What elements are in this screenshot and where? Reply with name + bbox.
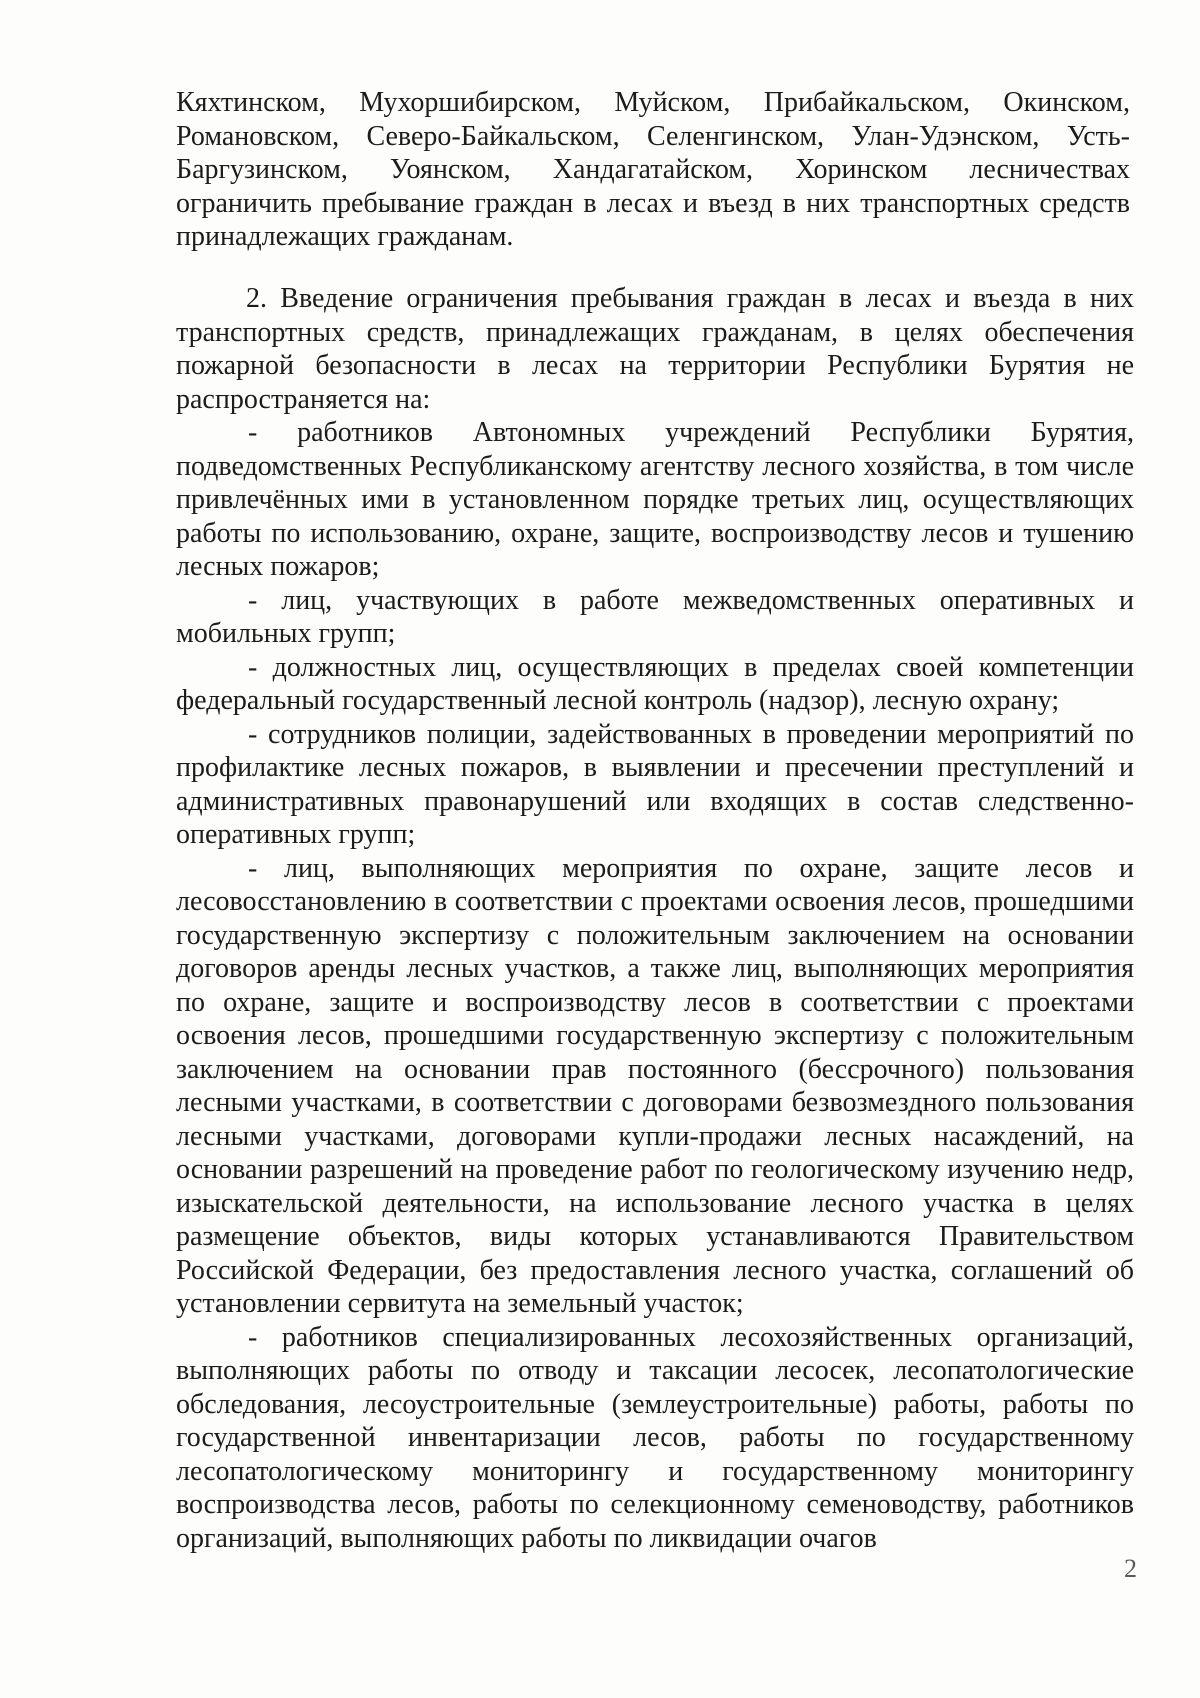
list-item: - работников Автономных учреждений Республики Бурятия, подведомственных Республиканскому агентству лесного хозяйства, в том числе привлечённых ими в установленном порядке третьих лиц, осуществляющих работы по использованию, охране, защите, воспроизводству лесов и тушению лесных пожаров;	[176, 417, 1134, 582]
section-2-block	[176, 282, 1134, 1555]
intro-block	[176, 86, 1130, 254]
intro-paragraph: Кяхтинском, Мухоршибирском, Муйском, Прибайкальском, Окинском, Романовском, Северо-Байкальском, Селенгинском, Улан-Удэнском, Усть-Баргузинском, Уоянском, Хандагатайском, Хоринском лесничествах ограничить пребывание граждан в лесах и въезд в них транспортных средств принадлежащих гражданам.	[176, 87, 1130, 252]
list-item: - лиц, выполняющих мероприятия по охране, защите лесов и лесовосстановлению в соответствии с проектами освоения лесов, прошедшими государственную экспертизу с положительным заключением на основании договоров аренды лесных участков, а также лиц, выполняющих мероприятия по охране, защите и воспроизводству лесов в соответствии с проектами освоения лесов, прошедшими государственную экспертизу с положительным заключением на основании прав постоянного (бессрочного) пользования лесными участками, в соответствии с договорами безвозмездного пользования лесными участками, договорами купли-продажи лесных насаждений, на основании разрешений на проведение работ по геологическому изучению недр, изыскательской деятельности, на использование лесного участка в целях размещение объектов, виды которых устанавливаются Правительством Российской Федерации, без предоставления лесного участка, соглашений об установлении сервитута на земельный участок;	[176, 852, 1134, 1319]
list-item: - лиц, участвующих в работе межведомственных оперативных и мобильных групп;	[176, 584, 1134, 649]
section-2-heading: 2. Введение ограничения пребывания граждан в лесах и въезда в них транспортных средств, принадлежащих гражданам, в целях обеспечения пожарной безопасности в лесах на территории Республики Бурятия не распространяется на:	[176, 283, 1134, 415]
list-item: - должностных лиц, осуществляющих в пределах своей компетенции федеральный государственный лесной контроль (надзор), лесную охрану;	[176, 651, 1134, 716]
list-item: - работников специализированных лесохозяйственных организаций, выполняющих работы по отводу и таксации лесосек, лесопатологические обследования, лесоустроительные (землеустроительные) работы, работы по государственной инвентаризации лесов, работы по государственному лесопатологическому мониторингу и государственному мониторингу воспроизводства лесов, работы по селекционному семеноводству, работников организаций, выполняющих работы по ликвидации очагов	[176, 1321, 1134, 1554]
page-number: 2	[1124, 1554, 1137, 1583]
list-item: - сотрудников полиции, задействованных в проведении мероприятий по профилактике лесных пожаров, в выявлении и пресечении преступлений и административных правонарушений или входящих в состав следственно-оперативных групп;	[176, 718, 1134, 850]
